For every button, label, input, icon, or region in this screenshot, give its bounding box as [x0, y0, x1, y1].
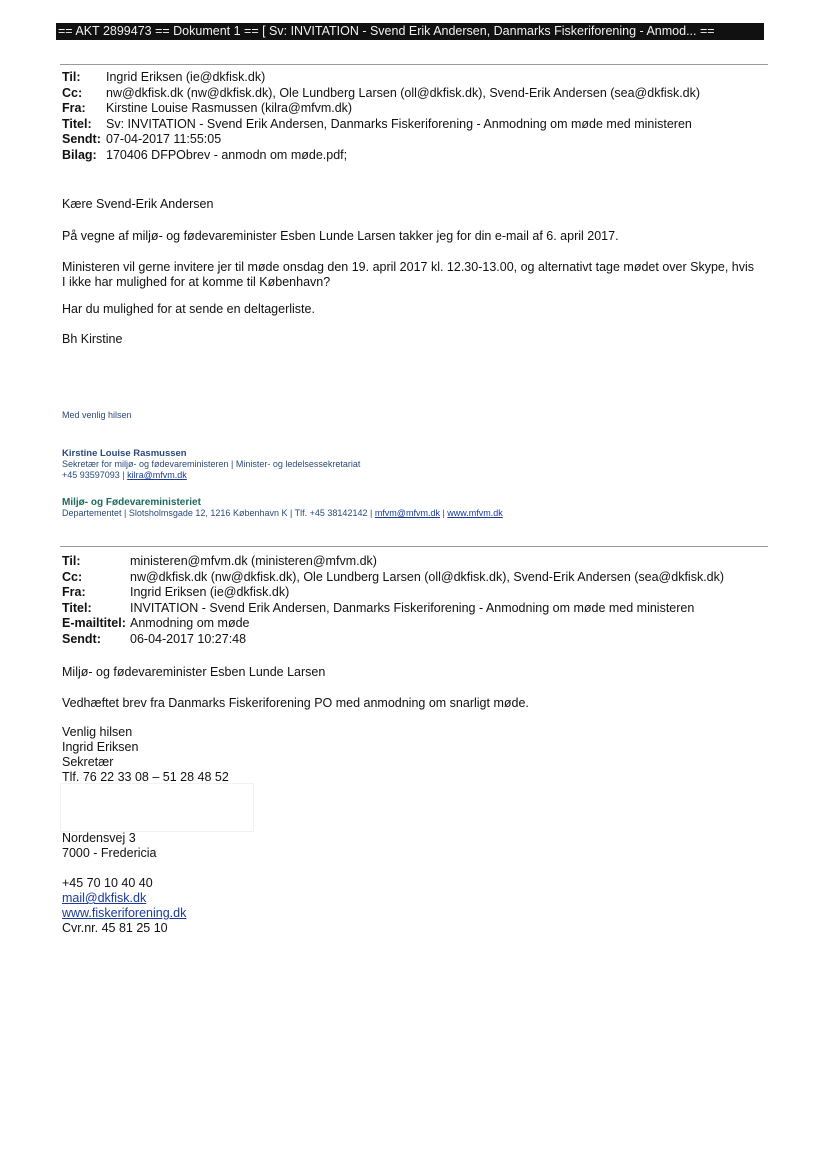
signature-email-link[interactable]: kilra@mfvm.dk — [127, 470, 187, 480]
attachment-link[interactable]: 170406 DFPObrev - anmodn om møde.pdf; — [106, 147, 348, 162]
header-row-title — [62, 601, 724, 617]
signature-title: Sekretær for miljø- og fødevareministeren | Minister- og ledelsessekretariat — [62, 459, 361, 469]
organization-web-link[interactable]: www.mfvm.dk — [447, 508, 503, 518]
header-row-to — [62, 70, 700, 86]
signature-regards: Med venlig hilsen — [62, 410, 132, 420]
header-value: INVITATION - Svend Erik Andersen, Danmarks Fiskeriforening - Anmodning om møde med ministeren — [130, 600, 695, 615]
header-row-attachment — [62, 148, 700, 164]
contact-email-link[interactable]: mail@dkfisk.dk — [62, 891, 147, 905]
original-contact — [62, 876, 762, 936]
header-value: ministeren@mfvm.dk (ministeren@mfvm.dk) — [130, 554, 377, 568]
header-label: Bilag: — [62, 147, 97, 162]
original-address — [62, 831, 762, 861]
address-line: Nordensvej 3 — [62, 831, 136, 845]
signature-line: Venlig hilsen — [62, 725, 133, 739]
document-banner: == AKT 2899473 == Dokument 1 == [ Sv: INVITATION - Svend Erik Andersen, Danmarks Fiskeriforening - Anmod... == — [56, 23, 764, 40]
header-value: Sv: INVITATION - Svend Erik Andersen, Danmarks Fiskeriforening - Anmodning om møde med ministeren — [106, 116, 692, 131]
signature-line: Ingrid Eriksen — [62, 740, 139, 754]
signature-name: Kirstine Louise Rasmussen — [62, 448, 187, 459]
header-label: Titel: — [62, 116, 92, 131]
header-value: 07-04-2017 11:55:05 — [106, 132, 222, 146]
address-text: Departementet | Slotsholmsgade 12, 1216 København K | Tlf. +45 38142142 | — [62, 508, 375, 518]
header-row-sent — [62, 132, 700, 148]
contact-phone: +45 70 10 40 40 — [62, 876, 153, 890]
header-row-cc — [62, 86, 700, 102]
organization-address — [62, 508, 503, 519]
reply-closing: Bh Kirstine — [62, 332, 123, 346]
contact-cvr: Cvr.nr. 45 81 25 10 — [62, 921, 168, 935]
header-value: nw@dkfisk.dk (nw@dkfisk.dk), Ole Lundberg Larsen (oll@dkfisk.dk), Svend-Erik Andersen (sea@dkfisk.dk) — [106, 85, 701, 100]
reply-paragraph: På vegne af miljø- og fødevareminister Esben Lunde Larsen takker jeg for din e-mail af 6. april 2017. — [62, 229, 619, 243]
signature-contact — [62, 470, 360, 481]
header-value: Ingrid Eriksen (ie@dkfisk.dk) — [106, 70, 266, 84]
header-label: Cc: — [62, 85, 83, 100]
organization-block — [62, 497, 503, 519]
header-label: Sendt: — [62, 631, 101, 646]
header-value: Ingrid Eriksen (ie@dkfisk.dk) — [130, 585, 290, 599]
header-label: Cc: — [62, 569, 83, 584]
divider — [60, 64, 768, 65]
header-row-sent — [62, 632, 724, 648]
header-label: Til: — [62, 70, 81, 84]
original-email-header — [62, 554, 724, 647]
separator: | — [439, 508, 448, 518]
paragraph-line: Ministeren vil gerne invitere jer til møde onsdag den 19. april 2017 kl. 12.30-13.00, og alternativt tage mødet over Skype, hvis — [62, 260, 755, 274]
header-value: Kirstine Louise Rasmussen (kilra@mfvm.dk) — [106, 101, 353, 115]
original-salutation: Miljø- og fødevareminister Esben Lunde Larsen — [62, 665, 326, 679]
original-paragraph: Vedhæftet brev fra Danmarks Fiskeriforening PO med anmodning om snarligt møde. — [62, 696, 529, 710]
reply-paragraph — [62, 260, 762, 290]
signature-line: Tlf. 76 22 33 08 – 51 28 48 52 — [62, 770, 229, 784]
greeting: Kære Svend-Erik Andersen — [62, 197, 214, 211]
header-label: Fra: — [62, 585, 86, 599]
original-signature — [62, 725, 762, 785]
reply-paragraph: Har du mulighed for at sende en deltagerliste. — [62, 302, 315, 316]
header-row-from — [62, 585, 724, 601]
header-row-cc — [62, 570, 724, 586]
signature-phone: +45 93597093 | — [62, 470, 128, 480]
header-value: Anmodning om møde — [130, 616, 250, 630]
header-row-to — [62, 554, 724, 570]
address-line: 7000 - Fredericia — [62, 846, 157, 860]
paragraph-line: I ikke har mulighed for at komme til København? — [62, 275, 331, 289]
header-row-from — [62, 101, 700, 117]
header-row-email-title — [62, 616, 724, 632]
header-label: Sendt: — [62, 132, 101, 146]
organization-name: Miljø- og Fødevareministeriet — [62, 497, 201, 508]
signature-block — [62, 448, 360, 481]
reply-email-header — [62, 70, 700, 163]
header-label: Fra: — [62, 101, 86, 115]
signature-line: Sekretær — [62, 755, 114, 769]
contact-web-link[interactable]: www.fiskeriforening.dk — [62, 906, 187, 920]
header-value: nw@dkfisk.dk (nw@dkfisk.dk), Ole Lundberg Larsen (oll@dkfisk.dk), Svend-Erik Andersen (sea@dkfisk.dk) — [130, 569, 725, 584]
organization-email-link[interactable]: mfvm@mfvm.dk — [374, 508, 440, 518]
header-label: E-mailtitel: — [62, 616, 126, 630]
divider — [60, 546, 768, 547]
header-row-title — [62, 117, 700, 133]
header-label: Til: — [62, 554, 81, 568]
blank-logo-area — [60, 783, 254, 832]
header-value: 06-04-2017 10:27:48 — [130, 631, 247, 646]
header-label: Titel: — [62, 600, 92, 615]
